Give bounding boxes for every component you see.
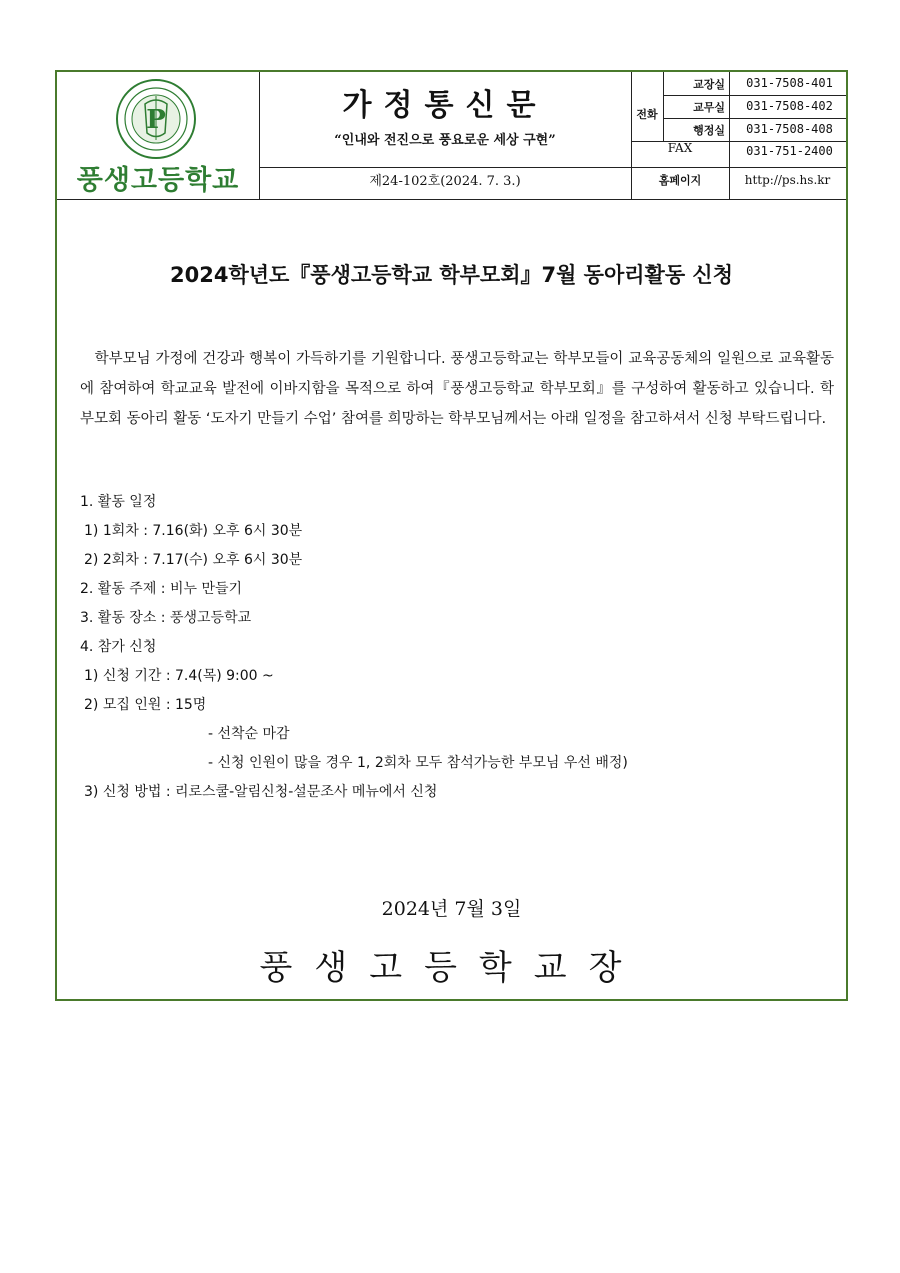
principal-signature: 풍생고등학교장	[259, 948, 644, 988]
intro-text: 학부모님 가정에 건강과 행복이 가득하기를 기원합니다. 풍생고등학교는 학부모들이 교육공동체의 일원으로 교육활동에 참여하여 학교교육 발전에 이바지함을 목적으로 하여『풍생고등학교 학부모회』를 구성하여 활동하고 있습니다. 학부모회 동아리 활동 ‘도자기 만들기 수업’ 참여를 희망하는 학부모님께서는 아래 일정을 참고하셔서 신청 부탁드립니다.	[80, 351, 835, 427]
document-frame	[55, 70, 848, 1001]
school-logo	[57, 72, 259, 199]
issue-number: 제24-102호(2024. 7. 3.)	[369, 174, 521, 189]
phone-label: 전화	[636, 108, 658, 121]
contact-label-academic: 교무실	[693, 101, 725, 114]
document-title: 2024학년도『풍생고등학교 학부모회』7월 동아리활동 신청	[170, 263, 733, 287]
list-item: 1. 활동 일정	[80, 494, 157, 510]
contact-value-admin: 031-7508-408	[746, 122, 833, 136]
fax-label: FAX	[667, 141, 693, 155]
homepage-label: 홈페이지	[658, 174, 702, 187]
contact-label-principal: 교장실	[693, 78, 725, 91]
list-item: 1) 1회차 : 7.16(화) 오후 6시 30분	[84, 523, 303, 539]
svg-text:P: P	[146, 105, 166, 135]
list-item: - 신청 인원이 많을 경우 1, 2회차 모두 참석가능한 부모님 우선 배정)	[208, 755, 628, 771]
list-item: 4. 참가 신청	[80, 639, 157, 655]
list-item: 2) 2회차 : 7.17(수) 오후 6시 30분	[84, 552, 303, 568]
contact-value-principal: 031-7508-401	[746, 76, 833, 90]
school-emblem-icon	[115, 78, 197, 160]
list-item: - 선착순 마감	[208, 726, 290, 742]
details-list	[80, 488, 834, 807]
newsletter-title: 가정통신문	[342, 88, 548, 123]
list-item: 2) 모집 인원 : 15명	[84, 697, 207, 713]
fax-value: 031-751-2400	[746, 144, 833, 158]
issue-date: 2024년 7월 3일	[381, 898, 522, 920]
list-item: 2. 활동 주제 : 비누 만들기	[80, 581, 243, 597]
intro-paragraph	[80, 344, 834, 434]
list-item: 3) 신청 방법 : 리로스쿨-알림신청-설문조사 메뉴에서 신청	[84, 784, 438, 800]
contact-value-academic: 031-7508-402	[746, 99, 833, 113]
list-item: 1) 신청 기간 : 7.4(목) 9:00 ~	[84, 668, 274, 684]
list-item: 3. 활동 장소 : 풍생고등학교	[80, 610, 252, 626]
contact-label-admin: 행정실	[693, 124, 725, 137]
homepage-link[interactable]: http://ps.hs.kr	[744, 173, 831, 187]
newsletter-header	[57, 72, 846, 200]
logo-school-name: 풍생고등학교	[76, 165, 240, 196]
school-motto: “인내와 전진으로 풍요로운 세상 구현”	[334, 133, 556, 148]
